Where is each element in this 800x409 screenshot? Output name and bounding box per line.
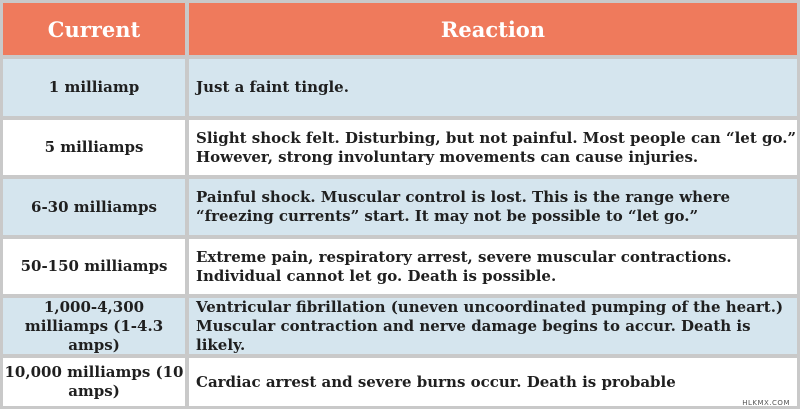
current-value: 5 milliamps [44,138,144,156]
current-cell [3,239,185,294]
reaction-text: Extreme pain, respiratory arrest, severe muscular contractions. Individual cannot let go. Death is possible. [196,247,732,285]
reaction-text: Just a faint tingle. [196,78,349,96]
current-value: 1 milliamp [48,78,140,96]
reaction-cell [189,59,797,116]
reaction-text: Slight shock felt. Disturbing, but not painful. Most people can “let go.” However, strong involuntary movements can cause injuries. [196,128,797,166]
reaction-cell [189,239,797,294]
current-cell [3,179,185,235]
table-row [0,120,800,175]
table-row [0,59,800,116]
current-value: 10,000 milliamps (10 amps) [4,363,184,400]
current-cell [3,298,185,354]
reaction-text: Cardiac arrest and severe burns occur. Death is probable [196,372,676,391]
watermark: HLKMX.COM [742,399,790,407]
table-row [0,239,800,294]
table-row [0,298,800,354]
reaction-cell [189,179,797,235]
reaction-cell [189,298,797,354]
reaction-text: Painful shock. Muscular control is lost. This is the range where “freezing currents” start. It may not be possible to “let go.” [196,188,731,225]
current-cell [3,120,185,175]
current-value: 6-30 milliamps [31,197,157,216]
table-header-row [0,3,800,55]
header-reaction: Reaction [189,3,797,55]
header-current: Current [3,3,185,55]
table-row [0,358,800,406]
current-value: 1,000-4,300 milliamps (1-4.3 amps) [24,297,164,354]
current-cell [3,59,185,116]
reaction-cell [189,358,797,406]
reaction-cell [189,120,797,175]
reaction-text: Ventricular fibrillation (uneven uncoordinated pumping of the heart.) Muscular contraction and nerve damage begins to accur. Death is likely. [196,297,784,354]
table-row [0,179,800,235]
current-value: 50-150 milliamps [20,257,168,275]
current-cell [3,358,185,406]
